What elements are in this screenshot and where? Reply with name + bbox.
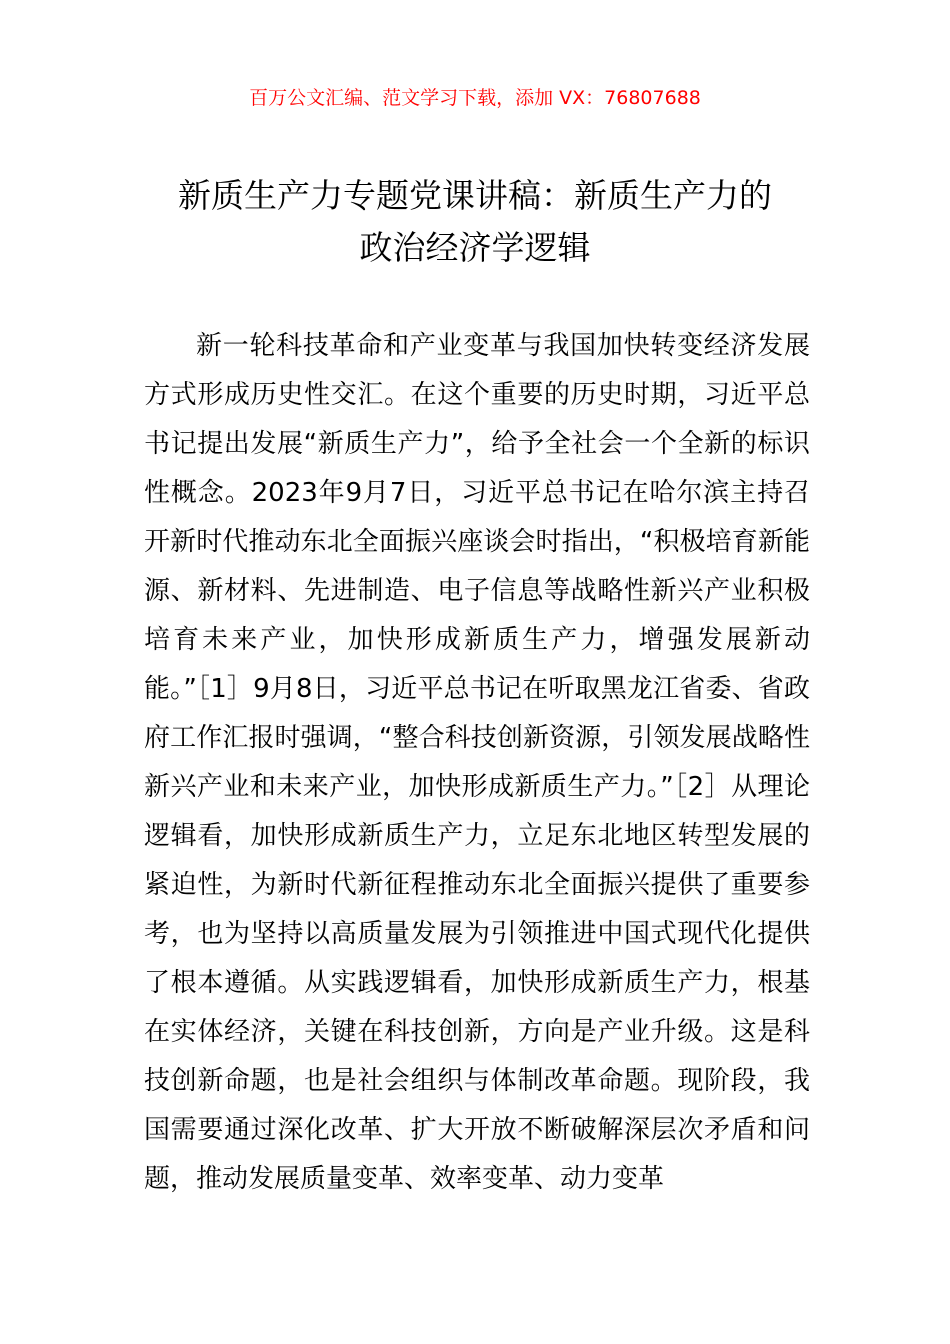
document-title-line-1: 新质生产力专题党课讲稿：新质生产力的	[178, 176, 772, 215]
document-title-line-2: 政治经济学逻辑	[359, 228, 591, 267]
document-title	[120, 170, 830, 274]
watermark-header: 百万公文汇编、范文学习下载，添加 VX：76807688	[249, 87, 701, 109]
body-paragraph: 新一轮科技革命和产业变革与我国加快转变经济发展方式形成历史性交汇。在这个重要的历史时期，习近平总书记提出发展“新质生产力”，给予全社会一个全新的标识性概念。2023年9月7日，习近平总书记在哈尔滨主持召开新时代推动东北全面振兴座谈会时指出，“积极培育新能源、新材料、先进制造、电子信息等战略性新兴产业积极培育未来产业，加快形成新质生产力，增强发展新动能。”［1］9月8日，习近平总书记在听取黑龙江省委、省政府工作汇报时强调，“整合科技创新资源，引领发展战略性新兴产业和未来产业，加快形成新质生产力。”［2］从理论逻辑看，加快形成新质生产力，立足东北地区转型发展的紧迫性，为新时代新征程推动东北全面振兴提供了重要参考，也为坚持以高质量发展为引领推进中国式现代化提供了根本遵循。从实践逻辑看，加快形成新质生产力，根基在实体经济，关键在科技创新，方向是产业升级。这是科技创新命题，也是社会组织与体制改革命题。现阶段，我国需要通过深化改革、扩大开放不断破解深层次矛盾和问题，推动发展质量变革、效率变革、动力变革	[144, 331, 810, 1194]
